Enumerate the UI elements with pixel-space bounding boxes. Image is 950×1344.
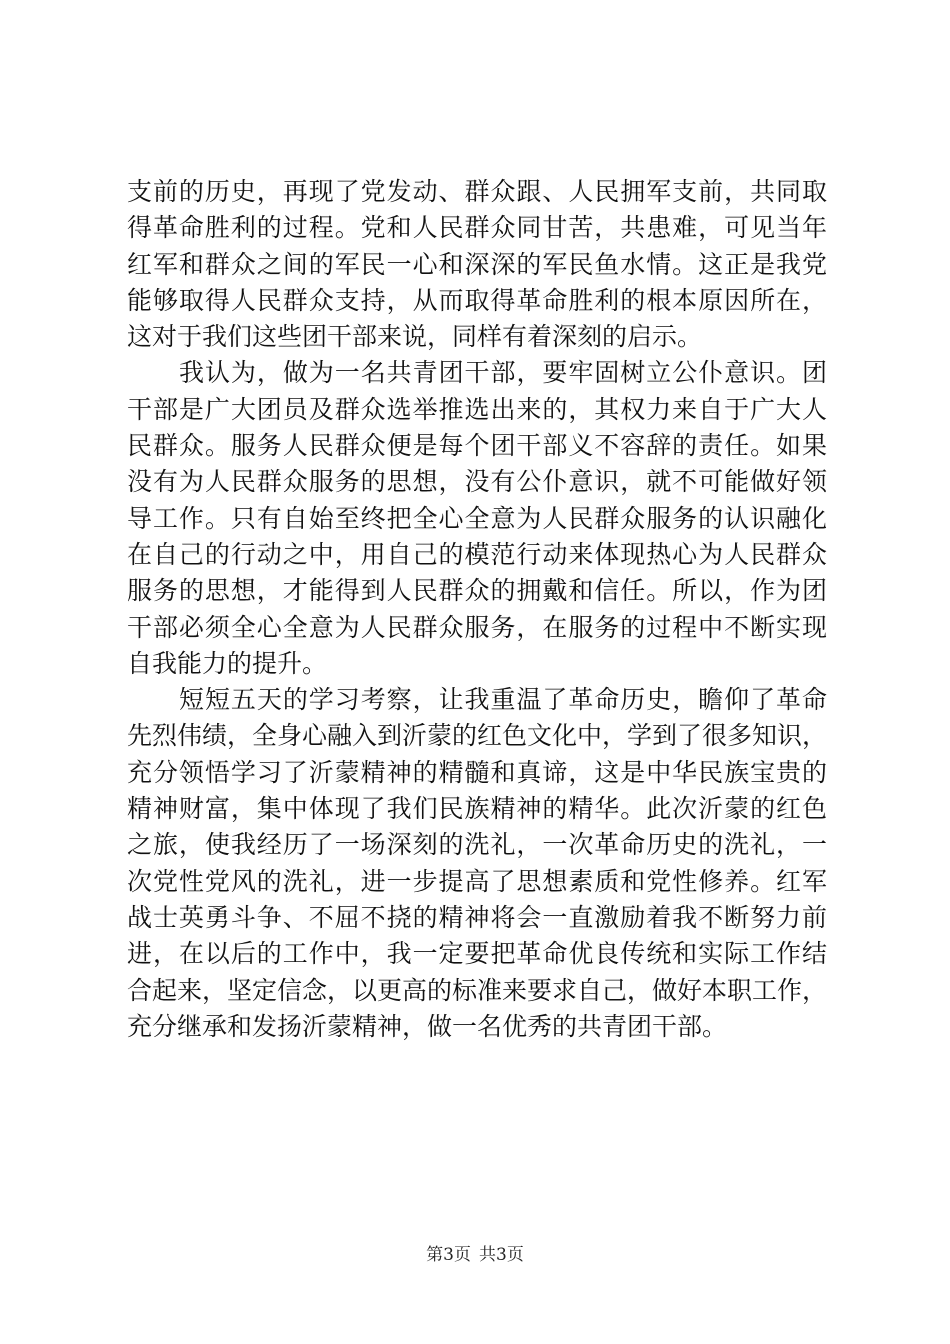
paragraph-line: 精神财富，集中体现了我们民族精神的精华。此次沂蒙的红色 xyxy=(127,794,827,824)
paragraph-line: 干部必须全心全意为人民群众服务，在服务的过程中不断实现 xyxy=(127,612,827,642)
document-body xyxy=(127,174,827,1045)
paragraph-line: 民群众。服务人民群众便是每个团干部义不容辞的责任。如果 xyxy=(127,431,827,461)
paragraph-line: 这对于我们这些团干部来说，同样有着深刻的启示。 xyxy=(127,322,703,352)
paragraph-line: 服务的思想，才能得到人民群众的拥戴和信任。所以，作为团 xyxy=(127,576,827,606)
paragraph-line: 充分领悟学习了沂蒙精神的精髓和真谛，这是中华民族宝贵的 xyxy=(127,757,827,787)
page-number: 第3页 xyxy=(426,1245,471,1265)
paragraph-line: 短短五天的学习考察，让我重温了革命历史，瞻仰了革命 xyxy=(179,685,827,715)
paragraph-line: 我认为，做为一名共青团干部，要牢固树立公仆意识。团 xyxy=(179,358,827,388)
paragraph-line: 充分继承和发扬沂蒙精神，做一名优秀的共青团干部。 xyxy=(127,1011,728,1041)
paragraph-line: 次党性党风的洗礼，进一步提高了思想素质和党性修养。红军 xyxy=(127,866,827,896)
paragraph-line: 先烈伟绩，全身心融入到沂蒙的红色文化中，学到了很多知识， xyxy=(127,721,828,751)
paragraph-line: 战士英勇斗争、不屈不挠的精神将会一直激励着我不断努力前 xyxy=(127,902,827,932)
paragraph-line: 之旅，使我经历了一场深刻的洗礼，一次革命历史的洗礼，一 xyxy=(127,830,827,860)
paragraph-line: 支前的历史，再现了党发动、群众跟、人民拥军支前，共同取 xyxy=(127,177,827,206)
paragraph-line: 自我能力的提升。 xyxy=(127,648,328,678)
paragraph-line: 导工作。只有自始至终把全心全意为人民群众服务的认识融化 xyxy=(127,503,827,533)
page-footer xyxy=(0,1244,950,1266)
paragraph-line: 在自己的行动之中，用自己的模范行动来体现热心为人民群众 xyxy=(127,539,827,569)
page-total: 共3页 xyxy=(479,1245,524,1265)
paragraph-line: 合起来，坚定信念，以更高的标准来要求自己，做好本职工作， xyxy=(127,975,828,1005)
paragraph-line: 能够取得人民群众支持，从而取得革命胜利的根本原因所在， xyxy=(127,285,827,315)
paragraph-line: 没有为人民群众服务的思想，没有公仆意识，就不可能做好领 xyxy=(127,467,827,497)
paragraph-line: 得革命胜利的过程。党和人民群众同甘苦，共患难，可见当年 xyxy=(127,213,827,243)
paragraph-line: 进，在以后的工作中，我一定要把革命优良传统和实际工作结 xyxy=(127,939,827,969)
paragraph-line: 干部是广大团员及群众选举推选出来的，其权力来自于广大人 xyxy=(127,394,827,424)
paragraph-line: 红军和群众之间的军民一心和深深的军民鱼水情。这正是我党 xyxy=(127,249,827,279)
